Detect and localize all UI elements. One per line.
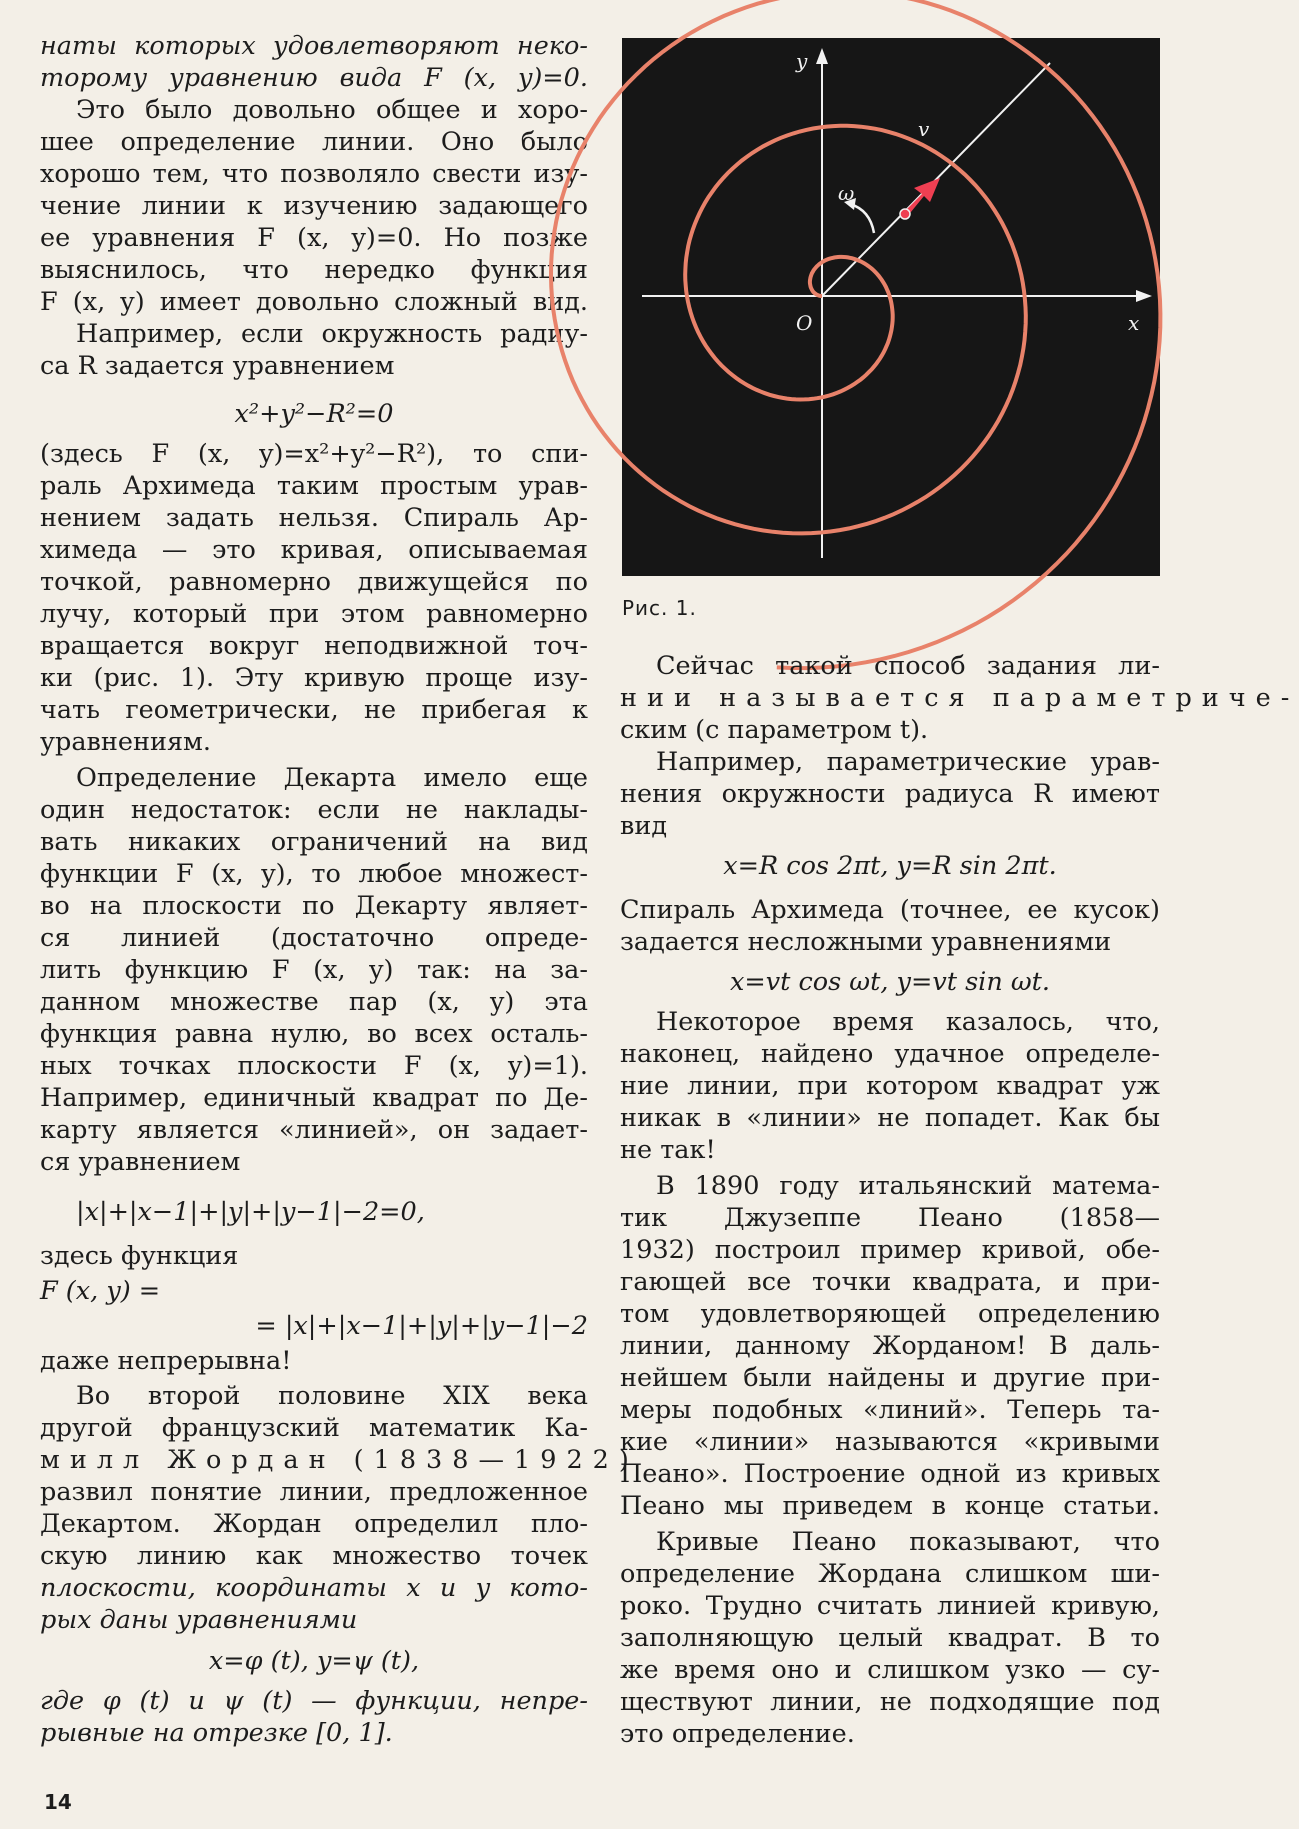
x-axis-arrow-icon [1136,290,1152,302]
text-line: уравнениям. [40,727,211,757]
text-line: чение линии к изучению задающего [40,191,588,221]
text-line: один недостаток: если не наклады- [40,795,588,825]
text-line: развил понятие линии, предложенное [40,1477,588,1507]
text-line: ние линии, при котором квадрат уж [620,1071,1160,1101]
text-line: лить функцию F (x, y) так: на за- [40,955,588,985]
text-line: точкой, равномерно движущейся по [40,567,588,597]
text-line: Это было довольно общее и хоро- [76,95,588,125]
x-axis-label: x [1128,311,1140,335]
text-line: Спираль Архимеда (точнее, ее кусок) [620,895,1160,925]
text-line: заполняющую целый квадрат. В то [620,1623,1160,1653]
text-line: Некоторое время казалось, что, [656,1007,1160,1037]
text-line: никак в «линии» не попадет. Как бы [620,1103,1160,1133]
text-line: ся уравнением [40,1147,241,1177]
text-line: тик Джузеппе Пеано (1858— [620,1203,1160,1233]
text-line: Пеано мы приведем в конце статьи. [620,1491,1160,1521]
page-number: 14 [44,1790,72,1814]
text-line: даже непрерывна! [40,1346,292,1376]
text-line: это определение. [620,1719,855,1749]
text-line: наконец, найдено удачное определе- [620,1039,1160,1069]
text-line: меры подобных «линий». Теперь та- [620,1395,1160,1425]
text-line: Кривые Пеано показывают, что [656,1527,1160,1557]
text-line: лучу, который при этом равномерно [40,599,588,629]
text-line: скую линию как множество точек [40,1541,588,1571]
text-line: не так! [620,1135,716,1165]
text-line: вращается вокруг неподвижной точ- [40,631,588,661]
text-line: том удовлетворяющей определению [620,1299,1160,1329]
velocity-label: v [918,117,930,141]
text-line: линии, данному Жорданом! В даль- [620,1331,1160,1361]
equation: |x|+|x−1|+|y|+|y−1|−2=0, [76,1197,425,1227]
text-line: во на плоскости по Декарту являет- [40,891,588,921]
text-line: ся линией (достаточно опреде- [40,923,588,953]
y-axis-label: y [796,49,808,73]
text-line: ее уравнения F (x, y)=0. Но позже [40,223,588,253]
text-line: нением задать нельзя. Спираль Ар- [40,503,588,533]
text-line: здесь функция [40,1241,239,1271]
equation: x=φ (t), y=ψ (t), [208,1646,420,1676]
equation: x=vt cos ωt, y=vt sin ωt. [729,967,1051,997]
text-line: химеда — это кривая, описываемая [40,535,588,565]
text-line: рых даны уравнениями [40,1605,358,1635]
text-line: рывные на отрезке [0, 1]. [40,1718,393,1748]
moving-point [900,209,910,219]
text-line: задается несложными уравнениями [620,927,1112,957]
text-line: где φ (t) и ψ (t) — функции, непре- [40,1686,588,1716]
text-line: определение Жордана слишком ши- [620,1559,1160,1589]
text-line: функции F (x, y), то любое множест- [40,859,588,889]
text-line: Во второй половине XIX века [76,1381,588,1411]
text-line: плоскости, координаты x и y кото- [40,1573,588,1603]
angular-velocity-label: ω [838,181,855,205]
text-line: карту является «линией», он задает- [40,1115,588,1145]
text-line: выяснилось, что нередко функция [40,255,588,285]
text-line: ществуют линии, не подходящие под [620,1687,1160,1717]
text-line: нейшем были найдены и другие при- [620,1363,1160,1393]
equation: x=R cos 2πt, y=R sin 2πt. [723,851,1057,881]
text-line: вать никаких ограничений на вид [40,827,588,857]
text-line: Сейчас такой способ задания ли- [656,651,1160,681]
text-line: (здесь F (x, y)=x²+y²−R²), то спи- [40,439,588,469]
text-line: ским (с параметром t). [620,715,929,745]
text-line: нии называется параметриче- [620,683,1299,713]
text-line: Декартом. Жордан определил пло- [40,1509,588,1539]
text-line: Например, если окружность радиу- [76,319,588,349]
text-line: ных точках плоскости F (x, y)=1). [40,1051,588,1081]
text-line: В 1890 году итальянский матема- [656,1171,1160,1201]
text-line: роко. Трудно считать линией кривую, [620,1591,1160,1621]
text-line: милл Жордан (1838—1922) [40,1445,639,1475]
text-line: данном множестве пар (x, y) эта [40,987,588,1017]
y-axis-arrow-icon [816,48,828,64]
origin-label: O [796,311,813,335]
text-line: хорошо тем, что позволяло свести изу- [40,159,588,189]
spiral-plot [622,38,1160,576]
text-line: другой французский математик Ка- [40,1413,588,1443]
archimedes-spiral [551,0,1160,668]
text-line: торому уравнению вида F (x, y)=0. [40,63,588,93]
text-line: са R задается уравнением [40,351,395,381]
text-line: нения окружности радиуса R имеют [620,779,1160,809]
text-line: шее определение линии. Оно было [40,127,588,157]
text-line: Определение Декарта имело еще [76,763,588,793]
text-line: наты которых удовлетворяют неко- [40,31,588,61]
text-line: ки (рис. 1). Эту кривую проще изу- [40,663,588,693]
text-line: функция равна нулю, во всех осталь- [40,1019,588,1049]
text-line: Например, параметрические урав- [656,747,1160,777]
figure-caption: Рис. 1. [622,596,697,620]
text-line: 1932) построил пример кривой, обе- [620,1235,1160,1265]
text-line: кие «линии» называются «кривыми [620,1427,1160,1457]
text-line: вид [620,811,668,841]
text-line: же время оно и слишком узко — су- [620,1655,1160,1685]
spiral-figure [622,38,1160,576]
equation: x²+y²−R²=0 [234,399,394,429]
equation: = |x|+|x−1|+|y|+|y−1|−2 [255,1311,588,1341]
text-line: F (x, y) имеет довольно сложный вид. [40,287,588,317]
text-line: Например, единичный квадрат по Де- [40,1083,588,1113]
text-line: чать геометрически, не прибегая к [40,695,588,725]
text-line: Пеано». Построение одной из кривых [620,1459,1160,1489]
text-line: раль Архимеда таким простым урав- [40,471,588,501]
text-line: гающей все точки квадрата, и при- [620,1267,1160,1297]
equation: F (x, y) = [40,1276,161,1306]
